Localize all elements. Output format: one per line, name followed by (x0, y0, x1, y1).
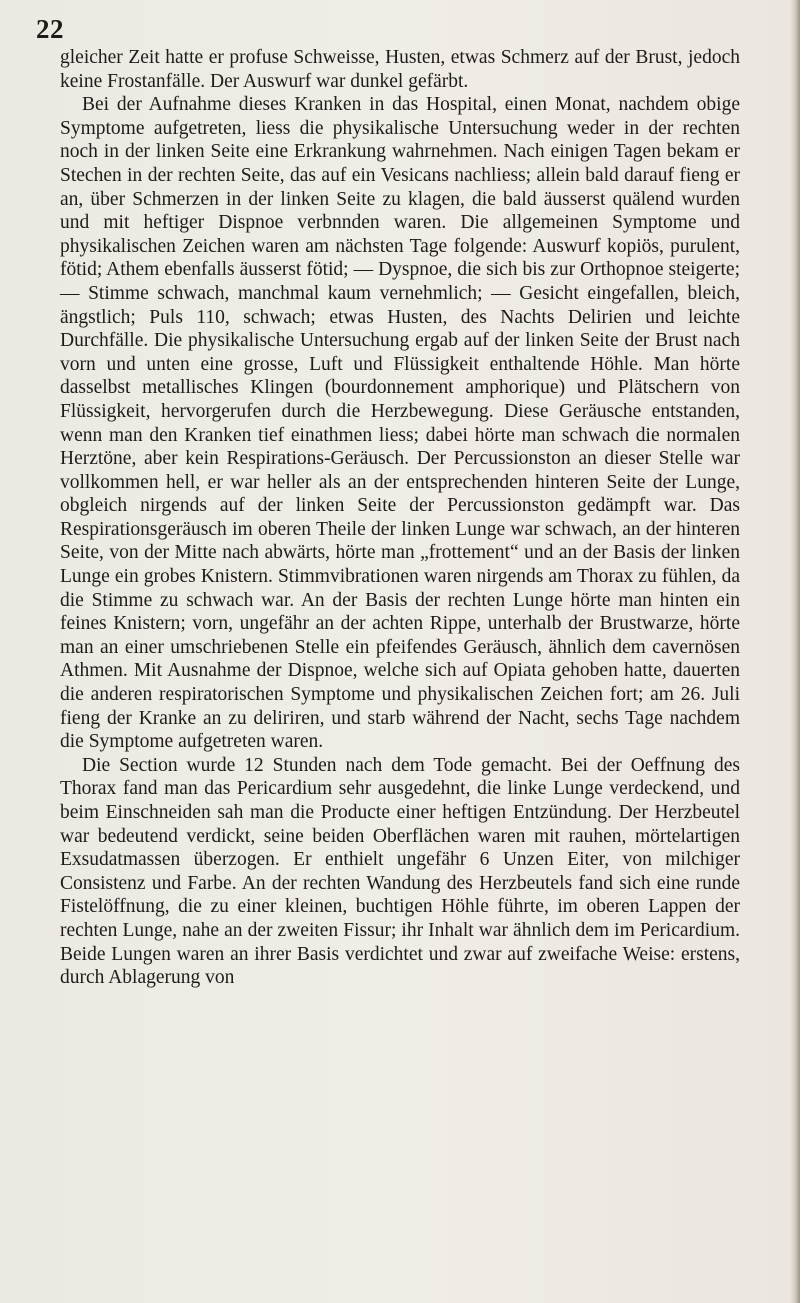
paragraph-autopsy: Die Section wurde 12 Stunden nach dem Tode gemacht. Bei der Oeffnung des Thorax fand man das Pericardium sehr ausgedehnt, die linke Lunge verdeckend, und beim Einschneiden sah man die Producte einer heftigen Entzündung. Der Herzbeutel war bedeutend verdickt, seine beiden Oberflächen waren mit rauhen, mörtelartigen Exsudatmassen überzogen. Er enthielt ungefähr 6 Unzen Eiter, von milchiger Consistenz und Farbe. An der rechten Wandung des Herzbeutels fand sich eine runde Fistelöffnung, die zu einer kleinen, buchtigen Höhle führte, im oberen Lappen der rechten Lunge, nahe an der zweiten Fissur; ihr Inhalt war ähnlich dem im Pericardium. Beide Lungen waren an ihrer Basis verdichtet und zwar auf zweifache Weise: erstens, durch Ablagerung von (60, 754, 740, 989)
paragraph-continuation: gleicher Zeit hatte er profuse Schweisse, Husten, etwas Schmerz auf der Brust, jedoch keine Frostanfälle. Der Auswurf war dunkel gefärbt. (60, 47, 740, 92)
paragraph-case-history: Bei der Aufnahme dieses Kranken in das Hospital, einen Monat, nachdem obige Symptome aufgetreten, liess die physikalische Untersuchung weder in der rechten noch in der linken Seite eine Erkrankung wahrnehmen. Nach einigen Tagen bekam er Stechen in der rechten Seite, das auf ein Vesicans nachliess; allein bald darauf fieng er an, über Schmerzen in der linken Seite zu klagen, die bald äusserst quälend wurden und mit heftiger Dispnoe verbnnden waren. Die allgemeinen Symptome und physikalischen Zeichen waren am nächsten Tage folgende: Auswurf kopiös, purulent, fötid; Athem ebenfalls äusserst fötid; — Dyspnoe, die sich bis zur Orthopnoe steigerte; — Stimme schwach, manchmal kaum vernehmlich; — Gesicht eingefallen, bleich, ängstlich; Puls 110, schwach; etwas Husten, des Nachts Delirien und leichte Durchfälle. Die physikalische Untersuchung ergab auf der linken Seite der Brust nach vorn und unten eine grosse, Luft und Flüssigkeit enthaltende Höhle. Man hörte dasselbst metallisches Klingen (bourdonnement amphorique) und Plätschern von Flüssigkeit, hervorgerufen durch die Herzbewegung. Diese Geräusche entstanden, wenn man den Kranken tief einathmen liess; dabei hörte man schwach die normalen Herztöne, aber kein Respirations-Geräusch. Der Percussionston an dieser Stelle war vollkommen hell, er war heller als an der entsprechenden hinteren Seite der Lunge, obgleich nirgends auf der linken Seite der Percussionston gedämpft war. Das Respirationsgeräusch im oberen Theile der linken Lunge war schwach, an der hinteren Seite, von der Mitte nach abwärts, hörte man „frottement“ und an der Basis der linken Lunge ein grobes Knistern. Stimmvibrationen waren nirgends am Thorax zu fühlen, da die Stimme zu schwach war. An der Basis der rechten Lunge hörte man hinten ein feines Knistern; vorn, ungefähr an der achten Rippe, unterhalb der Brustwarze, hörte man an einer umschriebenen Stelle ein pfeifendes Geräusch, ähnlich dem cavernösen Athmen. Mit Ausnahme der Dispnoe, welche sich auf Opiata gehoben hatte, dauerten die anderen respiratorischen Symptome und physikalischen Zeichen fort; am 26. Juli fieng der Kranke an zu deliriren, und starb während der Nacht, sechs Tage nachdem die Symptome aufgetreten waren. (60, 94, 740, 753)
page-number: 22 (36, 14, 64, 44)
body-text (60, 46, 740, 990)
page-edge-shadow (790, 0, 800, 1303)
